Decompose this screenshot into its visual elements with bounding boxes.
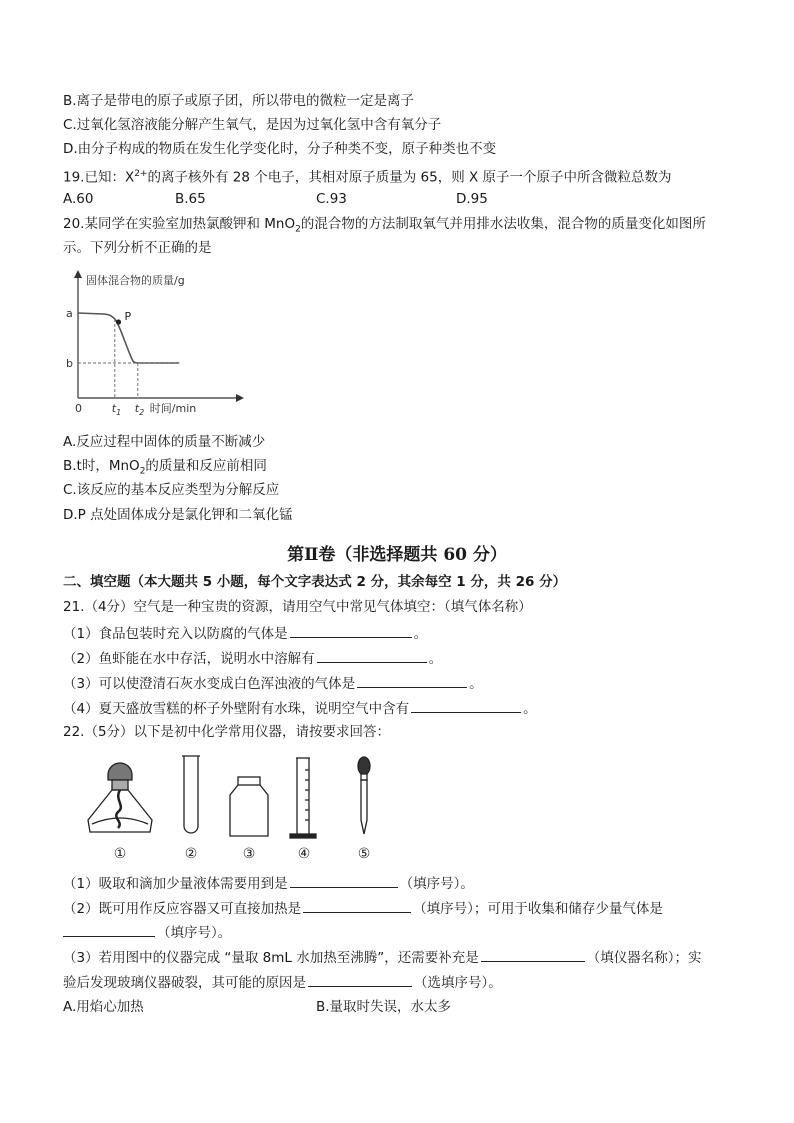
x-tick-label: 0: [75, 402, 82, 415]
q20-option-c: C.该反应的基本反应类型为分解反应: [63, 482, 280, 498]
section-title: 第Ⅱ卷（非选择题共 60 分）: [287, 545, 507, 565]
y-tick-label: a: [66, 307, 73, 320]
q21-item-4: （4）夏天盛放雪糕的杯子外壁附有水珠，说明空气中含有 。: [63, 698, 537, 718]
q19-option-b: B.65: [175, 191, 206, 207]
q19-stem: 19.已知：$X^{2+}$的离子核外有 28 个电子，其相对原子质量为 65，则 X 原子一个原子中所含微粒总数为: [63, 169, 672, 186]
instrument-label-4: ④: [297, 846, 311, 862]
point-p-marker: [116, 319, 121, 324]
x-axis-arrow: [236, 394, 244, 402]
q22-part-3-line2: 验后发现玻璃仪器破裂，其可能的原因是 （选填序号）。: [63, 972, 502, 992]
graduated-cylinder-icon: [290, 758, 316, 838]
instruments-figure: [78, 750, 408, 865]
test-tube-icon: [182, 756, 200, 833]
q22-part-1: （1）吸取和滴加少量液体需要用到是 （填序号）。: [63, 873, 474, 893]
alcohol-lamp-icon: [88, 763, 152, 832]
q20-option-a: A.反应过程中固体的质量不断减少: [63, 434, 266, 450]
mass-time-chart: [58, 270, 258, 420]
instrument-label-1: ①: [113, 846, 127, 862]
x-axis-label: 时间/min: [149, 402, 197, 415]
instrument-label-2: ②: [184, 846, 198, 862]
y-axis-arrow: [74, 270, 82, 278]
x-tick-label: $t_2$: [134, 402, 145, 417]
q22-part-2-line2: （填序号）。: [63, 922, 231, 942]
q19-option-d: D.95: [456, 191, 488, 207]
dropper-icon: [358, 757, 370, 834]
q18-option-d: D.由分子构成的物质在发生化学变化时，分子种类不变，原子种类也不变: [63, 141, 497, 157]
x-tick-label: $t_1$: [111, 402, 122, 417]
instrument-label-3: ③: [242, 846, 256, 862]
q22-stem: 22.（5分）以下是初中化学常用仪器，请按要求回答：: [63, 724, 391, 740]
answer-blank[interactable]: [308, 972, 412, 987]
q19-option-a: A.60: [63, 191, 94, 207]
q19-option-c: C.93: [316, 191, 347, 207]
answer-blank[interactable]: [481, 947, 585, 962]
gas-bottle-icon: [230, 777, 268, 836]
q18-option-b: B.离子是带电的原子或原子团，所以带电的微粒一定是离子: [63, 93, 415, 109]
answer-blank[interactable]: [63, 922, 155, 937]
answer-blank[interactable]: [290, 623, 412, 638]
answer-blank[interactable]: [290, 873, 398, 888]
q21-item-3: （3）可以使澄清石灰水变成白色浑浊液的气体是 。: [63, 673, 483, 693]
y-axis-label: 固体混合物的质量/g: [86, 274, 185, 287]
q20-option-b: B.t时，MnO$_2$的质量和反应前相同: [63, 458, 267, 477]
answer-blank[interactable]: [411, 698, 521, 713]
q22-part-2: （2）既可用作反应容器又可直接加热是 （填序号）；可用于收集和储存少量气体是: [63, 898, 663, 918]
answer-blank[interactable]: [303, 898, 411, 913]
q20-stem-line2: 示。下列分析不正确的是: [63, 240, 212, 256]
q22-part-3: （3）若用图中的仪器完成 “量取 8mL 水加热至沸腾”，还需要补充是 （填仪器名称）；实: [63, 947, 701, 967]
answer-blank[interactable]: [357, 673, 467, 688]
q22-option-b: B.量取时失误，水太多: [316, 999, 452, 1015]
q21-stem: 21.（4分）空气是一种宝贵的资源，请用空气中常见气体填空：（填气体名称）: [63, 599, 532, 615]
y-tick-label: b: [66, 357, 73, 370]
instrument-label-5: ⑤: [357, 846, 371, 862]
point-p-label: P: [124, 310, 132, 323]
q18-option-c: C.过氧化氢溶液能分解产生氧气，是因为过氧化氢中含有氧分子: [63, 117, 442, 133]
q22-option-a: A.用焰心加热: [63, 999, 144, 1015]
q21-item-1: （1）食品包装时充入以防腐的气体是 。: [63, 623, 427, 643]
section-heading: 二、填空题（本大题共 5 小题，每个文字表达式 2 分，其余每空 1 分，共 26 分）: [63, 574, 567, 590]
q20-option-d: D.P 点处固体成分是氯化钾和二氧化锰: [63, 507, 293, 523]
q21-item-2: （2）鱼虾能在水中存活，说明水中溶解有 。: [63, 648, 442, 668]
q20-stem-line1: 20.某同学在实验室加热氯酸钾和 MnO$_2$的混合物的方法制取氧气并用排水法收集，混合物的质量变化如图所: [63, 216, 706, 235]
answer-blank[interactable]: [317, 648, 427, 663]
